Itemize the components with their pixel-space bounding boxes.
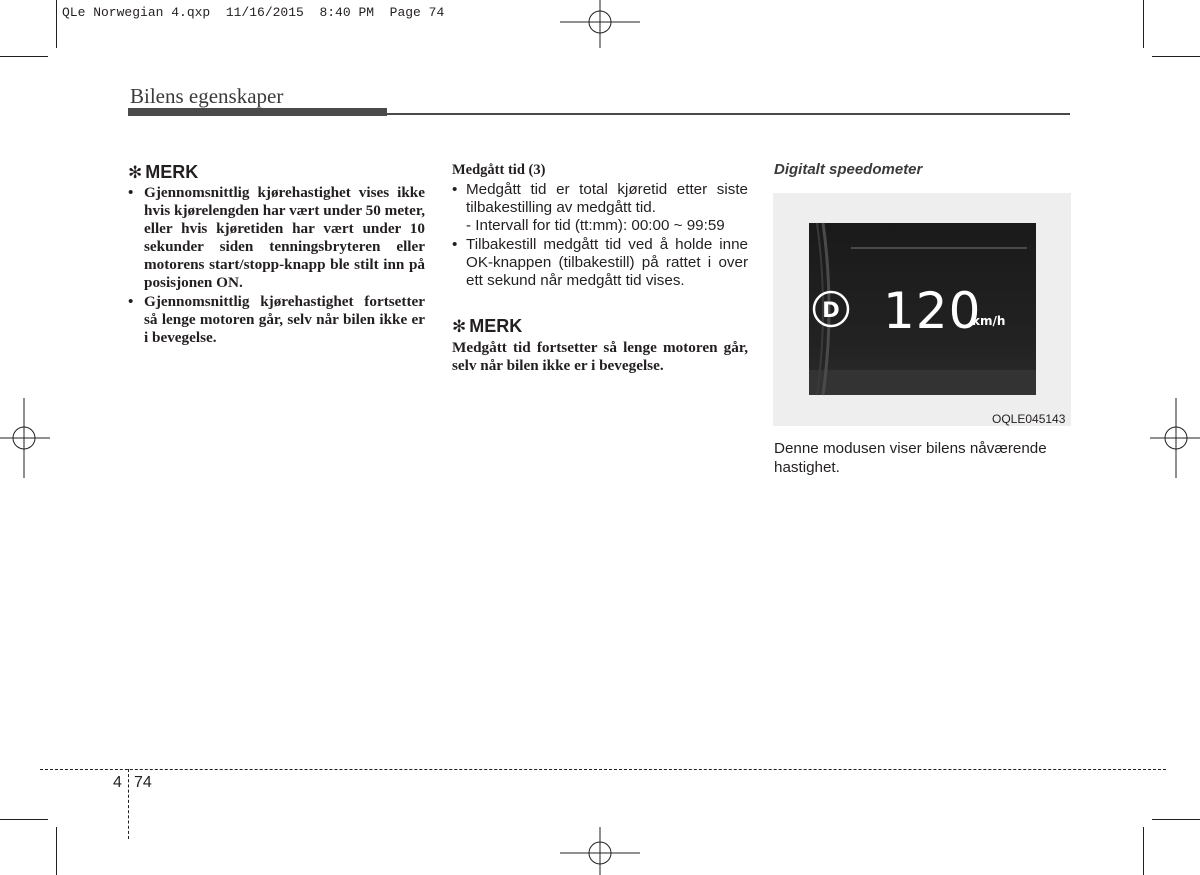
- asterisk-icon: ✻: [452, 317, 467, 336]
- list-item: • Tilbakestill medgått tid ved å holde inne OK-knappen (tilbakestill) på rattet i over ett sekund når medgått tid vises.: [452, 235, 748, 290]
- registration-mark-icon: [560, 0, 640, 48]
- bullet-icon: •: [128, 292, 134, 310]
- crop-mark: [1152, 56, 1200, 57]
- registration-mark-icon: [1150, 398, 1200, 478]
- note-list: [128, 184, 425, 347]
- info-list: [452, 181, 748, 290]
- chapter-number: 4: [113, 774, 122, 791]
- header-rule-thin: [387, 113, 1070, 115]
- note-heading: ✻ MERK: [452, 316, 523, 336]
- list-item: • Gjennomsnittlig kjørehastighet vises ikke hvis kjørelengden har vært under 50 meter, eller hvis kjøretiden har vært under 10 sekunder siden tenningsbryteren eller motorens start/stopp-knapp ble stilt inn på posisjonen ON.: [128, 184, 425, 292]
- header-rule-thick: [128, 108, 387, 116]
- print-slug: QLe Norwegian 4.qxp 11/16/2015 8:40 PM Page 74: [62, 5, 445, 20]
- interval-text: - Intervall for tid (tt:mm): 00:00 ~ 99:59: [466, 217, 725, 235]
- list-item: • Gjennomsnittlig kjørehastighet fortsetter så lenge motoren går, selv når bilen ikke er i bevegelse.: [128, 292, 425, 346]
- description-text: Denne modusen viser bilens nåværende hastighet.: [774, 440, 1047, 476]
- crop-mark: [0, 56, 48, 57]
- list-item: • Medgått tid er total kjøretid etter siste tilbakestilling av medgått tid.: [452, 181, 748, 217]
- registration-mark-icon: [0, 398, 50, 478]
- crop-mark: [1143, 827, 1144, 875]
- note-heading: ✻ MERK: [128, 162, 199, 182]
- image-code: OQLE045143: [992, 412, 1066, 426]
- speedometer-display: [773, 193, 1071, 426]
- subsection-title: Medgått tid (3): [452, 162, 546, 178]
- figure-caption: Digitalt speedometer: [774, 161, 923, 178]
- asterisk-icon: ✻: [128, 163, 143, 182]
- footer-rule: [40, 769, 1166, 770]
- bullet-icon: •: [128, 184, 134, 201]
- crop-mark: [56, 827, 57, 875]
- page-number: 74: [134, 774, 152, 791]
- figure-frame: [773, 193, 1071, 426]
- crop-mark: [56, 0, 57, 48]
- bullet-icon: •: [452, 235, 458, 253]
- note-text: Medgått tid fortsetter så lenge motoren går, selv når bilen ikke er i bevegelse.: [452, 339, 748, 375]
- crop-mark: [1143, 0, 1144, 48]
- section-title: Bilens egenskaper: [130, 84, 284, 108]
- speed-unit: km/h: [972, 314, 1006, 328]
- bullet-icon: •: [452, 181, 458, 198]
- crop-mark: [0, 819, 48, 820]
- crop-mark: [1152, 819, 1200, 820]
- speed-value: 120: [883, 282, 982, 340]
- registration-mark-icon: [560, 827, 640, 875]
- footer-divider: [128, 769, 129, 839]
- gear-indicator: D: [822, 298, 840, 322]
